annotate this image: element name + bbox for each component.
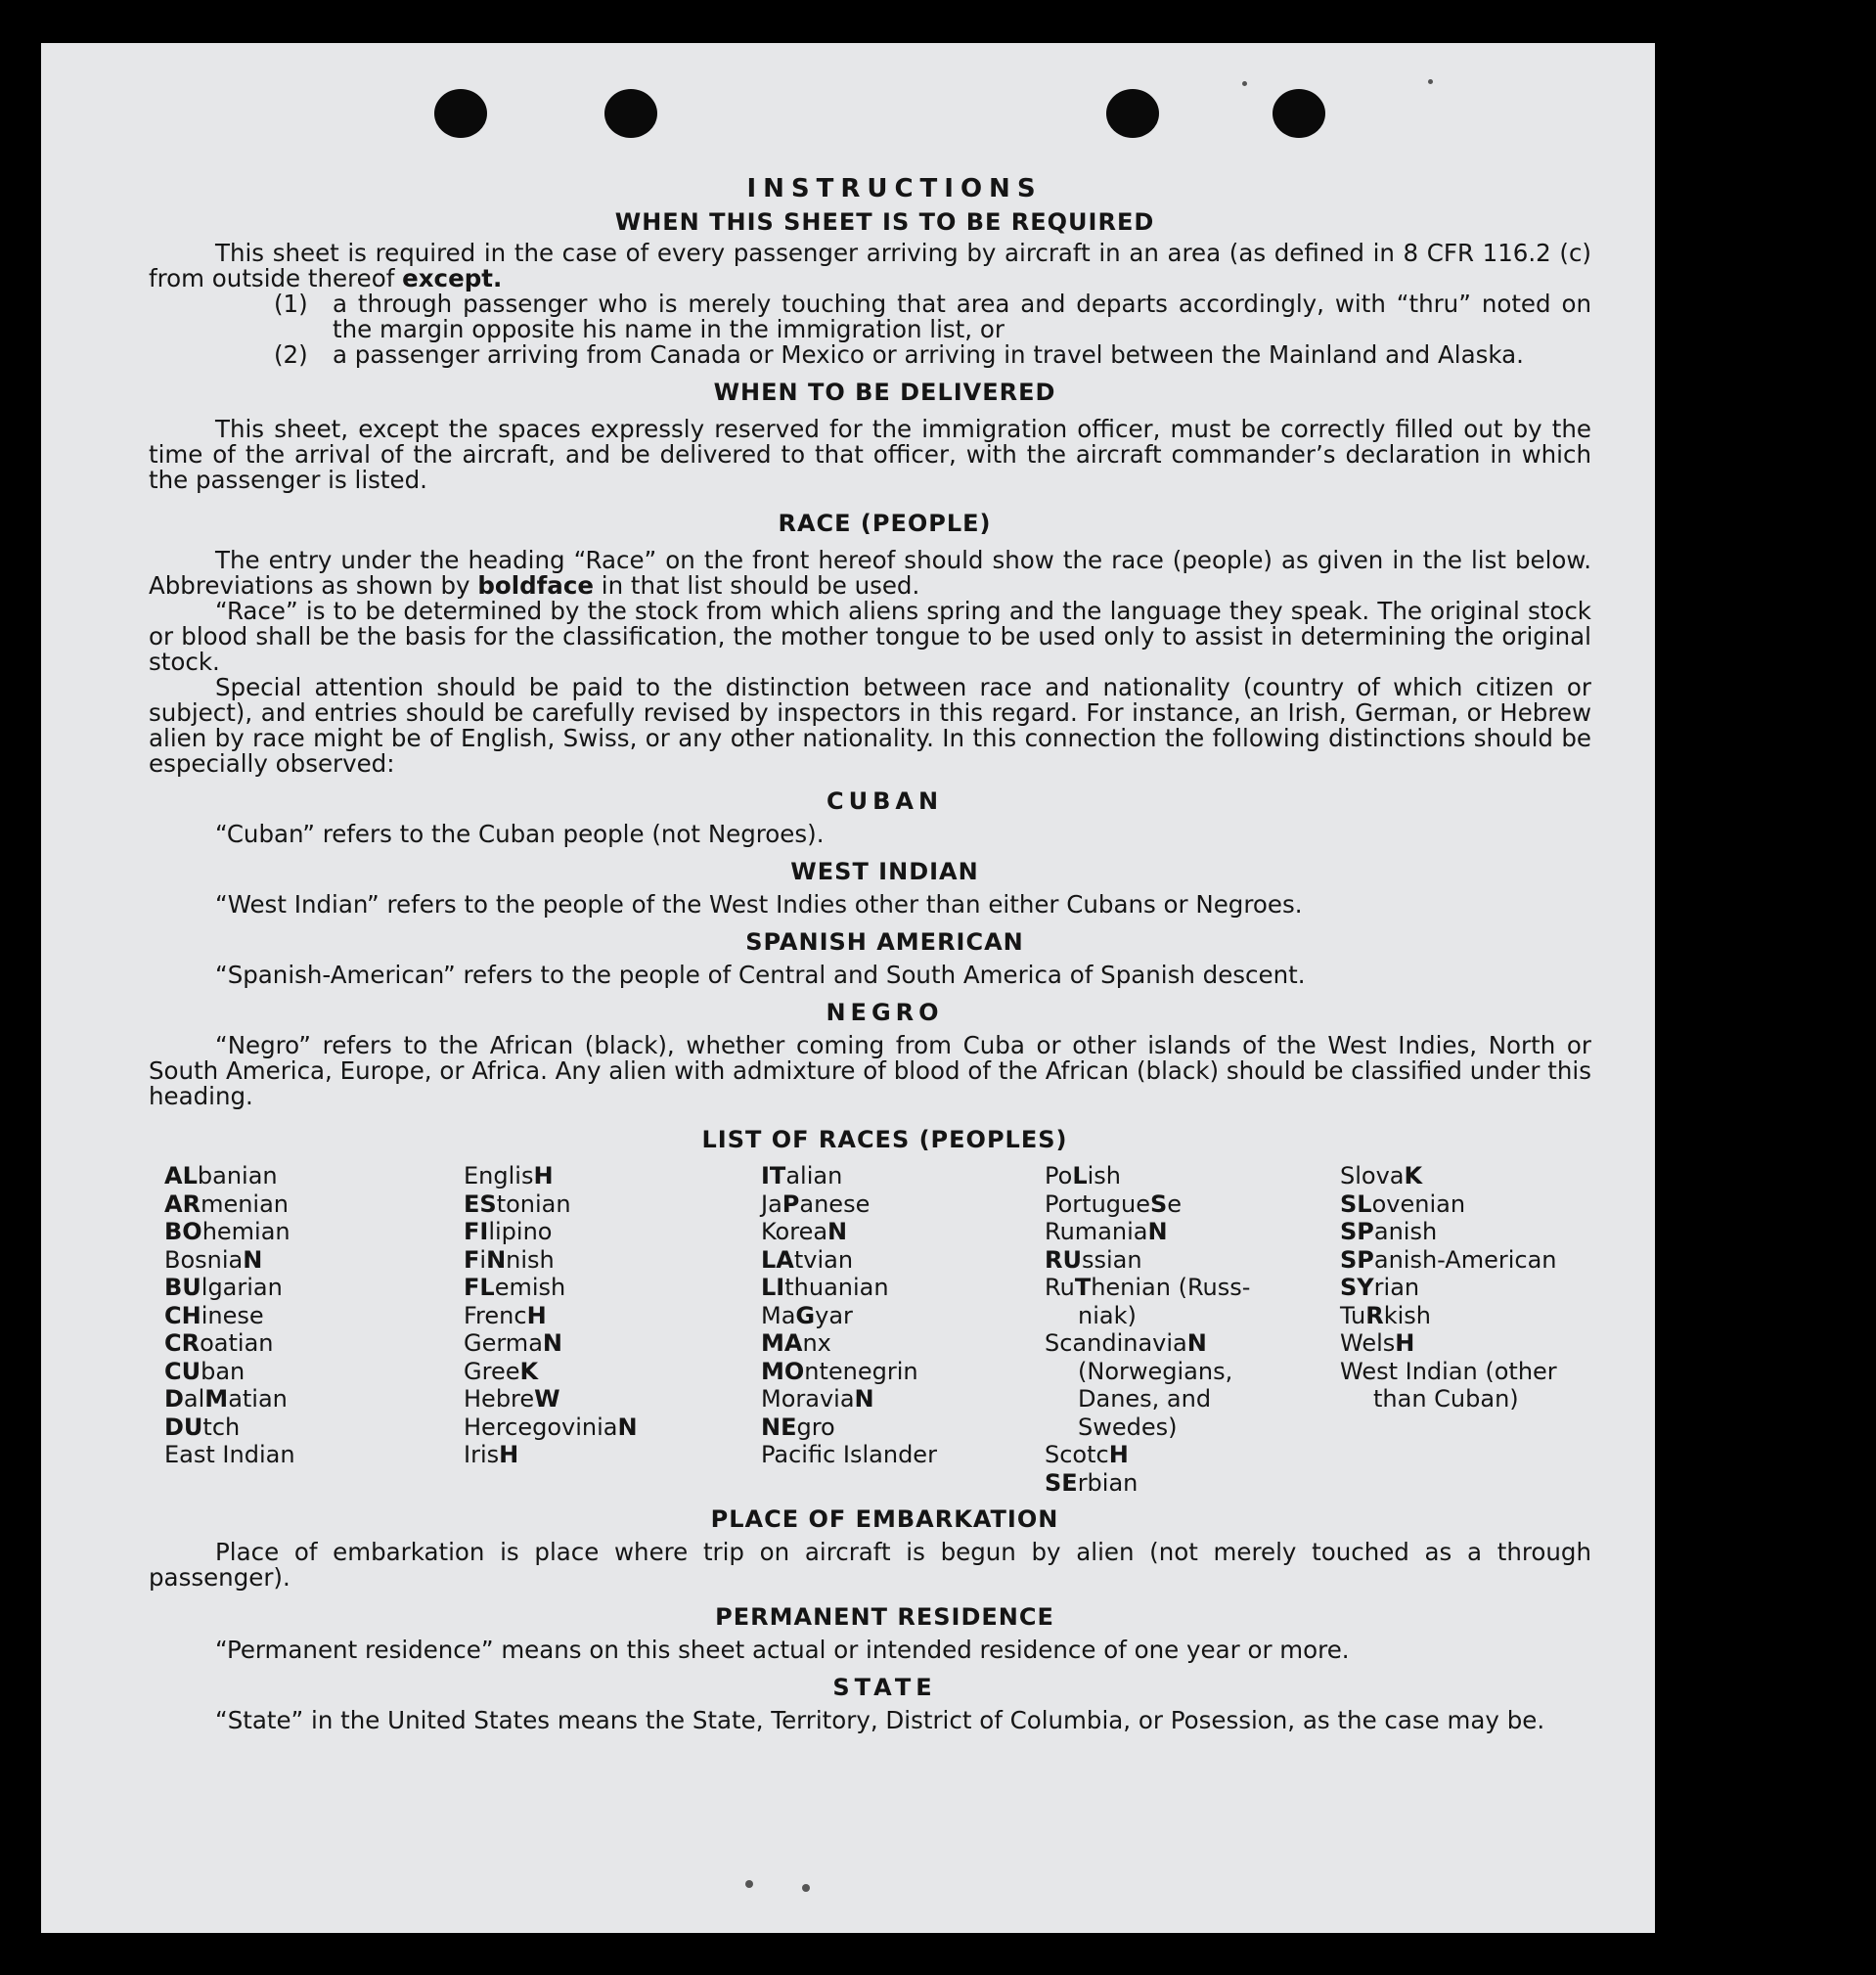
race-entry: RuThenian (Russ- niak) — [1045, 1274, 1251, 1329]
race-entry: HebreW — [464, 1385, 560, 1413]
race-entry: FiNnish — [464, 1245, 555, 1274]
race-entry: MaGyar — [761, 1301, 853, 1329]
race-entry: East Indian — [164, 1441, 295, 1468]
race-entry: CHinese — [164, 1301, 264, 1329]
scan-speck — [802, 1884, 810, 1892]
race-entry: West Indian (other than Cuban) — [1340, 1357, 1557, 1413]
race-entry: SLovenian — [1340, 1189, 1466, 1218]
heading-negro: NEGRO — [826, 999, 944, 1026]
race-entry: RUssian — [1045, 1245, 1142, 1274]
scan-speck — [1428, 79, 1433, 84]
race-entry: SPanish — [1340, 1218, 1438, 1245]
race-entry: BosniaN — [164, 1245, 263, 1274]
spanish-american-text: “Spanish-American” refers to the people of Central and South America of Spanish descent. — [215, 961, 1306, 989]
races-list — [164, 1162, 1591, 1497]
race-entry: IrisH — [464, 1441, 519, 1468]
scan-speck — [745, 1880, 753, 1888]
race-entry: WelsH — [1340, 1329, 1415, 1357]
scan-speck — [1242, 81, 1247, 86]
page-title: INSTRUCTIONS — [746, 174, 1043, 203]
races-column-1 — [164, 1162, 464, 1497]
race-entry: SlovaK — [1340, 1162, 1423, 1189]
race-entry: FrencH — [464, 1301, 547, 1329]
race-entry: SPanish-American — [1340, 1245, 1557, 1274]
race-entry: DalMatian — [164, 1385, 288, 1413]
race-entry: PoLish — [1045, 1162, 1121, 1189]
heading-west-indian: WEST INDIAN — [790, 858, 979, 885]
exception-item-1: (1) a through passenger who is merely touching that area and departs accordingly, with “thru” noted on the margin opposite his name in the immigration list, or — [274, 290, 1591, 343]
residence-text: “Permanent residence” means on this sheet actual or intended residence of one year or more. — [215, 1636, 1350, 1664]
race-entry: CRoatian — [164, 1329, 274, 1357]
race-entry: BUlgarian — [164, 1274, 283, 1301]
heading-spanish-american: SPANISH AMERICAN — [745, 928, 1024, 956]
state-text: “State” in the United States means the State, Territory, District of Columbia, or Posession, as the case may be. — [215, 1706, 1545, 1734]
race-entry: ScandinaviaN (Norwegians, Danes, and Swedes) — [1045, 1329, 1233, 1441]
race-entry: TuRkish — [1340, 1301, 1431, 1329]
race-entry: BOhemian — [164, 1218, 290, 1245]
race-paragraph-1: The entry under the heading “Race” on the front hereof should show the race (people) as given in the list below. Abbreviations as shown by boldface in that list should be used. — [149, 546, 1591, 600]
race-entry: ITalian — [761, 1162, 843, 1189]
race-entry: FLemish — [464, 1274, 566, 1301]
races-column-3 — [761, 1162, 1045, 1497]
race-entry: NEgro — [761, 1413, 835, 1441]
heading-place-of-embarkation: PLACE OF EMBARKATION — [710, 1505, 1059, 1533]
document-page — [41, 43, 1655, 1933]
race-entry: LAtvian — [761, 1245, 854, 1274]
race-entry: RumaniaN — [1045, 1218, 1168, 1245]
race-entry: SYrian — [1340, 1274, 1420, 1301]
punch-hole — [604, 89, 657, 138]
race-entry: ARmenian — [164, 1189, 290, 1218]
race-entry: PortugueSe — [1045, 1189, 1183, 1218]
instructions-content — [149, 176, 1591, 1733]
race-entry: JaPanese — [761, 1189, 871, 1218]
race-entry: EStonian — [464, 1189, 571, 1218]
race-paragraph-2: “Race” is to be determined by the stock from which aliens spring and the language they speak. The original stock or blood shall be the basis for the classification, the mother tongue to be used only to assist in determining the original stock. — [149, 597, 1591, 676]
race-entry: DUtch — [164, 1413, 241, 1441]
race-entry: EnglisH — [464, 1162, 554, 1189]
race-entry: SErbian — [1045, 1468, 1139, 1497]
west-indian-text: “West Indian” refers to the people of the West Indies other than either Cubans or Negroes. — [215, 890, 1303, 919]
heading-list-of-races: LIST OF RACES (PEOPLES) — [701, 1126, 1068, 1153]
heading-permanent-residence: PERMANENT RESIDENCE — [715, 1603, 1054, 1631]
punch-hole — [1273, 89, 1325, 138]
race-entry: KoreaN — [761, 1218, 848, 1245]
race-entry: FIlipino — [464, 1218, 553, 1245]
delivered-text: This sheet, except the spaces expressly reserved for the immigration officer, must be correctly filled out by the time of the arrival of the aircraft, and be delivered to that officer, with the aircraft commander’s declaration in which the passenger is listed. — [149, 415, 1591, 494]
race-entry: GermaN — [464, 1329, 562, 1357]
race-entry: ALbanian — [164, 1162, 278, 1189]
race-entry: Pacific Islander — [761, 1441, 937, 1468]
race-entry: MoraviaN — [761, 1385, 874, 1413]
race-paragraph-3: Special attention should be paid to the distinction between race and nationality (country of which citizen or subject), and entries should be carefully revised by inspectors in this regard. For instance, an Irish, German, or Hebrew alien by race might be of English, Swiss, or any other nationality. In this connection the following distinctions should be especially observed: — [149, 673, 1591, 778]
heading-cuban: CUBAN — [826, 787, 944, 815]
heading-when-required: WHEN THIS SHEET IS TO BE REQUIRED — [614, 208, 1155, 236]
race-entry: GreeK — [464, 1357, 539, 1385]
race-entry: CUban — [164, 1357, 246, 1385]
race-entry: MOntenegrin — [761, 1357, 918, 1385]
embarkation-text: Place of embarkation is place where trip on aircraft is begun by alien (not merely touched as a through passenger). — [149, 1538, 1591, 1592]
race-entry: LIthuanian — [761, 1274, 889, 1301]
exception-item-2: (2) a passenger arriving from Canada or Mexico or arriving in travel between the Mainland and Alaska. — [274, 340, 1524, 369]
required-intro: This sheet is required in the case of every passenger arriving by aircraft in an area (as defined in 8 CFR 116.2 (c) from outside thereof except. — [149, 239, 1591, 292]
punch-hole — [1106, 89, 1159, 138]
negro-text: “Negro” refers to the African (black), whether coming from Cuba or other islands of the West Indies, North or South America, Europe, or Africa. Any alien with admixture of blood of the African (black) should be classified under this heading. — [149, 1031, 1591, 1110]
races-column-5 — [1340, 1162, 1590, 1497]
heading-state: STATE — [832, 1674, 937, 1701]
punch-hole — [434, 89, 487, 138]
races-column-4 — [1045, 1162, 1340, 1497]
race-entry: ScotcH — [1045, 1441, 1129, 1468]
race-entry: MAnx — [761, 1329, 831, 1357]
cuban-text: “Cuban” refers to the Cuban people (not Negroes). — [215, 820, 825, 848]
races-column-2 — [464, 1162, 761, 1497]
heading-when-delivered: WHEN TO BE DELIVERED — [713, 379, 1056, 406]
heading-race: RACE (PEOPLE) — [778, 510, 992, 537]
race-entry: HercegoviniaN — [464, 1413, 638, 1441]
